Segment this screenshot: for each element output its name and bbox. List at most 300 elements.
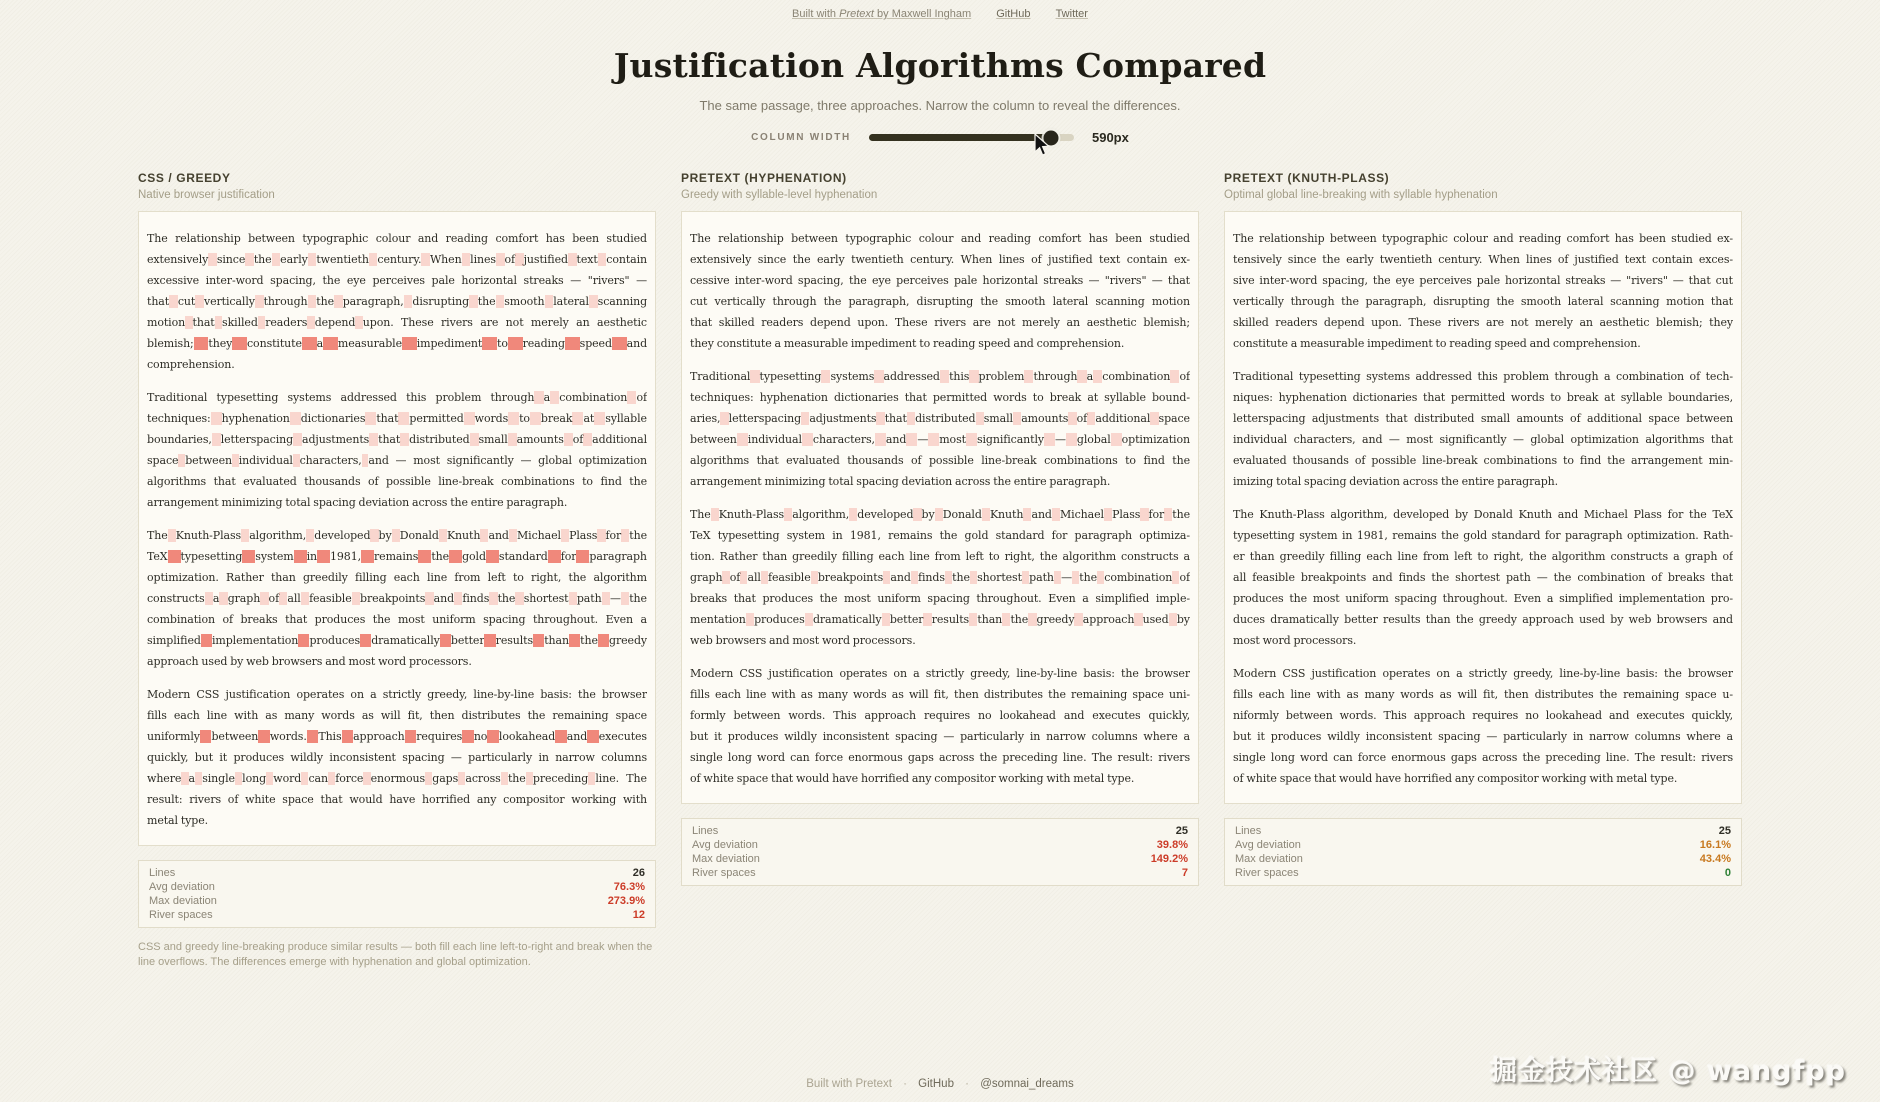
river-highlight bbox=[464, 412, 475, 425]
river-highlight bbox=[711, 508, 719, 521]
stat-label: Max deviation bbox=[692, 853, 760, 865]
river-highlight bbox=[449, 550, 462, 563]
stat-value: 76.3% bbox=[613, 881, 645, 893]
river-highlight bbox=[568, 253, 577, 266]
river-highlight bbox=[1134, 613, 1142, 626]
paragraph bbox=[1233, 504, 1733, 651]
river-highlight bbox=[195, 772, 202, 785]
text-line: TeX typesetting system in 1981, remains the gold standard for paragraph optimiza- bbox=[690, 529, 1190, 542]
stat-value: 12 bbox=[632, 909, 645, 921]
river-highlight bbox=[418, 550, 431, 563]
text-line: of white space that would have horrified any compositor working with metal type. bbox=[690, 772, 1135, 785]
stat-value: 0 bbox=[1724, 867, 1731, 879]
river-highlight bbox=[301, 772, 308, 785]
river-highlight bbox=[550, 391, 559, 404]
river-highlight bbox=[1077, 370, 1086, 383]
river-highlight bbox=[530, 412, 541, 425]
slider-thumb[interactable] bbox=[1044, 130, 1059, 145]
text-line: constructs a graph of all feasible breakpoints and finds the shortest path — the bbox=[147, 592, 647, 605]
river-highlight bbox=[583, 433, 592, 446]
river-highlight bbox=[1140, 508, 1148, 521]
river-highlight bbox=[486, 550, 499, 563]
paragraph bbox=[690, 366, 1190, 492]
footer-github-link[interactable]: GitHub bbox=[918, 1078, 954, 1090]
river-highlight bbox=[496, 253, 505, 266]
river-highlight bbox=[258, 316, 265, 329]
river-highlight bbox=[561, 529, 569, 542]
stats-row bbox=[1235, 866, 1731, 880]
river-highlight bbox=[232, 454, 239, 467]
river-highlight bbox=[621, 529, 629, 542]
river-highlight bbox=[307, 316, 314, 329]
river-highlight bbox=[290, 412, 301, 425]
text-line: The relationship between typographic colour and reading comfort has been studied bbox=[690, 232, 1190, 245]
stat-value: 43.4% bbox=[1699, 853, 1731, 865]
stats-row bbox=[692, 824, 1188, 838]
text-line: Modern CSS justification operates on a strictly greedy, line-by-line basis: the browser bbox=[1233, 667, 1733, 680]
text-line: The relationship between typographic colour and reading comfort has been studied ex- bbox=[1233, 232, 1733, 245]
river-highlight bbox=[750, 370, 759, 383]
river-highlight bbox=[255, 295, 264, 308]
river-highlight bbox=[526, 772, 533, 785]
text-line: motion that skilled readers depend upon. These rivers are not merely an aesthetic bbox=[147, 316, 647, 329]
column-header bbox=[138, 171, 656, 201]
stats-row bbox=[692, 838, 1188, 852]
column-header bbox=[681, 171, 1199, 201]
river-highlight bbox=[589, 295, 598, 308]
river-highlight bbox=[1172, 571, 1179, 584]
river-highlight bbox=[487, 730, 499, 743]
river-highlight bbox=[402, 337, 417, 350]
river-highlight bbox=[482, 337, 497, 350]
text-line: of white space that would have horrified any compositor working with metal type. bbox=[1233, 772, 1678, 785]
stats-panel bbox=[1224, 818, 1742, 886]
river-highlight bbox=[480, 529, 488, 542]
river-highlight bbox=[883, 571, 890, 584]
river-highlight bbox=[298, 634, 309, 647]
river-highlight bbox=[370, 529, 378, 542]
river-highlight bbox=[462, 253, 471, 266]
river-highlight bbox=[1093, 370, 1102, 383]
text-line: extensively since the early twentieth century. When lines of justified text contain bbox=[147, 253, 647, 266]
river-highlight bbox=[935, 508, 943, 521]
column-width-slider[interactable] bbox=[869, 134, 1074, 141]
river-highlight bbox=[801, 412, 809, 425]
river-highlight bbox=[969, 370, 978, 383]
stats-row bbox=[149, 866, 645, 880]
river-highlight bbox=[440, 634, 451, 647]
text-line: all feasible breakpoints and finds the shortest path — the combination of breaks that bbox=[1233, 571, 1733, 584]
river-highlight bbox=[1150, 412, 1158, 425]
river-highlight bbox=[545, 295, 554, 308]
river-highlight bbox=[740, 571, 747, 584]
river-highlight bbox=[572, 412, 583, 425]
river-highlight bbox=[200, 730, 212, 743]
text-line: arrangement minimizing total spacing deviation across the entire paragraph. bbox=[147, 496, 568, 509]
text-line: that skilled readers depend upon. These rivers are not merely an aesthetic blemish; bbox=[690, 316, 1190, 329]
paragraph bbox=[1233, 663, 1733, 789]
river-highlight bbox=[352, 592, 360, 605]
text-line: uniformly between words. This approach requires no lookahead and executes bbox=[147, 730, 647, 743]
river-highlight bbox=[515, 592, 523, 605]
stat-label: Avg deviation bbox=[692, 839, 758, 851]
river-highlight bbox=[508, 412, 519, 425]
stat-value: 149.2% bbox=[1150, 853, 1188, 865]
footer-separator-2: · bbox=[965, 1078, 970, 1090]
river-highlight bbox=[405, 730, 417, 743]
river-highlight bbox=[404, 295, 413, 308]
river-highlight bbox=[215, 316, 222, 329]
text-line: er than greedily filling each line from left to right, the algorithm constructs a graph of bbox=[1233, 550, 1733, 563]
text-line: letterspacing adjustments that distributed small amounts of additional space between bbox=[1233, 412, 1733, 425]
paragraph bbox=[690, 504, 1190, 651]
paragraph bbox=[147, 684, 647, 831]
paragraph bbox=[690, 663, 1190, 789]
text-line: metal type. bbox=[147, 814, 209, 827]
text-sample-card bbox=[681, 211, 1199, 804]
page-subtitle: The same passage, three approaches. Narrow the column to reveal the differences. bbox=[699, 98, 1181, 113]
river-highlight bbox=[307, 730, 319, 743]
footer-built-with: Built with Pretext bbox=[806, 1078, 892, 1090]
text-line: fills each line with as many words as will fit, then distributes the remaining space uni- bbox=[690, 688, 1190, 701]
column-width-label: COLUMN WIDTH bbox=[751, 132, 851, 143]
text-line: vertically through the paragraph, disrupting the smooth lateral scanning motion that bbox=[1233, 295, 1733, 308]
river-highlight bbox=[306, 529, 314, 542]
column-footnote: CSS and greedy line-breaking produce similar results — both fill each line left-to-right and break when the line overflows. The differences emerge with hyphenation and global optimization. bbox=[138, 941, 653, 968]
river-highlight bbox=[811, 571, 818, 584]
river-highlight bbox=[587, 730, 599, 743]
text-line: individual characters, and — most significantly — global optimization algorithms that bbox=[1233, 433, 1733, 446]
stat-value: 16.1% bbox=[1699, 839, 1731, 851]
text-sample-card bbox=[1224, 211, 1742, 804]
river-highlight bbox=[720, 412, 728, 425]
river-highlight bbox=[1097, 571, 1104, 584]
text-line: cessive inter-word spacing, the eye perceives pale horizontal streaks — "rivers" — that bbox=[690, 274, 1190, 287]
river-highlight bbox=[1044, 433, 1055, 446]
text-line: niques: hyphenation dictionaries that permitted words to break at syllable boundaries, bbox=[1233, 391, 1733, 404]
text-line: breaks that produces the most uniform spacing throughout. Even a simplified imple- bbox=[690, 592, 1190, 605]
text-line: TeX typesetting system in 1981, remains the gold standard for paragraph bbox=[147, 550, 647, 563]
stats-row bbox=[1235, 838, 1731, 852]
river-highlight bbox=[293, 454, 300, 467]
river-highlight bbox=[565, 337, 580, 350]
river-highlight bbox=[293, 433, 302, 446]
column-pretext-hyphenation bbox=[681, 171, 1199, 886]
paragraph bbox=[1233, 228, 1733, 354]
river-highlight bbox=[496, 295, 505, 308]
stat-label: Lines bbox=[692, 825, 719, 837]
river-highlight bbox=[211, 412, 222, 425]
river-highlight bbox=[334, 295, 343, 308]
river-highlight bbox=[597, 529, 605, 542]
river-highlight bbox=[548, 550, 561, 563]
river-highlight bbox=[875, 433, 886, 446]
river-highlight bbox=[181, 772, 188, 785]
watermark: 掘金技术社区 @ wangfpp bbox=[1490, 1056, 1846, 1087]
text-line: simplified implementation produces dramatically better results than the greedy bbox=[147, 634, 647, 647]
paragraph bbox=[147, 525, 647, 672]
river-highlight bbox=[392, 529, 400, 542]
text-line: between individual characters, and — most significantly — global optimization bbox=[690, 433, 1190, 446]
river-highlight bbox=[258, 730, 270, 743]
built-with-text: Built with bbox=[792, 8, 837, 20]
twitter-link[interactable]: Twitter bbox=[1055, 8, 1088, 20]
text-line: algorithms that evaluated thousands of possible line-break combinations to find the bbox=[690, 454, 1190, 467]
stats-row bbox=[149, 894, 645, 908]
stats-panel bbox=[681, 818, 1199, 886]
text-line: boundaries, letterspacing adjustments that distributed small amounts of additional bbox=[147, 433, 647, 446]
text-line: single long word can force enormous gaps across the preceding line. The result: rivers bbox=[1233, 751, 1733, 764]
river-highlight bbox=[178, 454, 185, 467]
river-highlight bbox=[362, 454, 369, 467]
stat-value: 25 bbox=[1175, 825, 1188, 837]
text-line: mentation produces dramatically better results than the greedy approach used by bbox=[690, 613, 1190, 626]
river-highlight bbox=[982, 508, 990, 521]
river-highlight bbox=[360, 634, 371, 647]
text-line: combination of breaks that produces the most uniform spacing throughout. Even a bbox=[147, 613, 647, 626]
river-highlight bbox=[241, 529, 249, 542]
river-highlight bbox=[1170, 370, 1179, 383]
river-highlight bbox=[874, 370, 883, 383]
stat-value: 273.9% bbox=[607, 895, 645, 907]
river-highlight bbox=[621, 592, 629, 605]
text-line: constitute a measurable impediment to reading speed and comprehension. bbox=[1233, 337, 1641, 350]
river-highlight bbox=[612, 337, 627, 350]
stat-label: Avg deviation bbox=[149, 881, 215, 893]
text-line: quickly, but it produces wildly inconsistent spacing — particularly in narrow columns bbox=[147, 751, 647, 764]
text-line: evaluated thousands of possible line-break combinations to find the arrangement min- bbox=[1233, 454, 1733, 467]
column-title: PRETEXT (KNUTH-PLASS) bbox=[1224, 171, 1390, 185]
text-line: extensively since the early twentieth century. When lines of justified text contain ex- bbox=[690, 253, 1190, 266]
river-highlight bbox=[784, 508, 792, 521]
river-highlight bbox=[323, 337, 338, 350]
river-highlight bbox=[194, 337, 209, 350]
river-highlight bbox=[627, 391, 636, 404]
stats-row bbox=[692, 866, 1188, 880]
text-line: optimization. Rather than greedily filling each line from left to right, the algorithm bbox=[147, 571, 647, 584]
stat-label: Max deviation bbox=[149, 895, 217, 907]
river-highlight bbox=[569, 634, 580, 647]
river-highlight bbox=[882, 613, 890, 626]
river-highlight bbox=[508, 337, 523, 350]
river-highlight bbox=[1052, 508, 1060, 521]
river-highlight bbox=[425, 772, 432, 785]
stat-value: 25 bbox=[1718, 825, 1731, 837]
river-highlight bbox=[1087, 412, 1095, 425]
river-highlight bbox=[906, 433, 917, 446]
top-nav bbox=[0, 0, 1880, 20]
river-highlight bbox=[940, 370, 949, 383]
footer-handle-link[interactable]: @somnai_dreams bbox=[980, 1078, 1074, 1090]
river-highlight bbox=[185, 316, 192, 329]
column-pretext-knuth-plass bbox=[1224, 171, 1742, 886]
text-line: aries, letterspacing adjustments that distributed small amounts of additional space bbox=[690, 412, 1190, 425]
stats-row bbox=[149, 880, 645, 894]
river-highlight bbox=[168, 550, 181, 563]
river-highlight bbox=[355, 316, 362, 329]
paragraph bbox=[1233, 366, 1733, 492]
paragraph bbox=[147, 228, 647, 375]
river-highlight bbox=[369, 433, 378, 446]
text-line: Traditional typesetting systems addressed this problem through a combination of bbox=[690, 370, 1190, 383]
river-highlight bbox=[260, 592, 268, 605]
text-line: Modern CSS justification operates on a strictly greedy, line-by-line basis: the browser bbox=[690, 667, 1190, 680]
text-line: Traditional typesetting systems addressed this problem through a combination of bbox=[147, 391, 647, 404]
text-line: Traditional typesetting systems addressed this problem through a combination of tech- bbox=[1233, 370, 1733, 383]
comparison-columns bbox=[138, 171, 1742, 970]
text-line: they constitute a measurable impediment to reading speed and comprehension. bbox=[690, 337, 1125, 350]
github-link[interactable]: GitHub bbox=[996, 8, 1031, 20]
river-highlight bbox=[913, 508, 921, 521]
river-highlight bbox=[266, 772, 273, 785]
river-highlight bbox=[328, 772, 335, 785]
river-highlight bbox=[911, 571, 918, 584]
river-highlight bbox=[361, 550, 374, 563]
river-highlight bbox=[169, 295, 178, 308]
river-highlight bbox=[1023, 508, 1031, 521]
built-with-link[interactable] bbox=[792, 8, 971, 20]
text-line: arrangement minimizing total spacing deviation across the entire paragraph. bbox=[690, 475, 1111, 488]
river-highlight bbox=[470, 433, 479, 446]
stat-label: River spaces bbox=[692, 867, 756, 879]
river-highlight bbox=[970, 571, 977, 584]
river-highlight bbox=[1111, 433, 1122, 446]
text-line: duces dramatically better results than the greedy approach used by web browsers and bbox=[1233, 613, 1733, 626]
river-highlight bbox=[458, 772, 465, 785]
paragraph bbox=[690, 228, 1190, 354]
river-highlight bbox=[1104, 508, 1112, 521]
column-header bbox=[1224, 171, 1742, 201]
text-line: web browsers and most word processors. bbox=[690, 634, 916, 647]
stat-label: Lines bbox=[1235, 825, 1262, 837]
text-line: graph of all feasible breakpoints and finds the shortest path — the combination of bbox=[690, 571, 1190, 584]
text-line: fills each line with as many words as will fit, then distributes the remaining space bbox=[147, 709, 647, 722]
river-highlight bbox=[976, 412, 984, 425]
river-highlight bbox=[489, 592, 497, 605]
river-highlight bbox=[302, 337, 317, 350]
river-highlight bbox=[722, 571, 729, 584]
text-line: The Knuth-Plass algorithm, developed by Donald Knuth and Michael Plass for the TeX bbox=[1233, 508, 1733, 521]
river-highlight bbox=[534, 391, 543, 404]
stat-label: Max deviation bbox=[1235, 853, 1303, 865]
river-highlight bbox=[208, 253, 217, 266]
text-line: The relationship between typographic colour and reading comfort has been studied bbox=[147, 232, 647, 245]
river-highlight bbox=[598, 253, 607, 266]
stat-label: Lines bbox=[149, 867, 176, 879]
column-subtitle: Optimal global line-breaking with syllable hyphenation bbox=[1224, 189, 1498, 201]
river-highlight bbox=[195, 295, 204, 308]
river-highlight bbox=[365, 412, 376, 425]
text-line: that cut vertically through the paragraph, disrupting the smooth lateral scanning bbox=[147, 295, 647, 308]
river-highlight bbox=[219, 592, 227, 605]
text-line: result: rivers of white space that would have horrified any compositor working with bbox=[147, 793, 647, 806]
text-line: sive inter-word spacing, the eye perceives pale horizontal streaks — "rivers" — that cut bbox=[1233, 274, 1733, 287]
river-highlight bbox=[301, 592, 309, 605]
river-highlight bbox=[308, 253, 317, 266]
column-width-value: 590px bbox=[1091, 130, 1129, 145]
text-line: where a single long word can force enormous gaps across the preceding line. The bbox=[147, 772, 647, 785]
stats-row bbox=[1235, 852, 1731, 866]
column-width-control bbox=[0, 130, 1880, 145]
river-highlight bbox=[1054, 571, 1061, 584]
river-highlight bbox=[242, 550, 255, 563]
text-line: The Knuth-Plass algorithm, developed by Donald Knuth and Michael Plass for the bbox=[690, 508, 1190, 521]
text-line: cut vertically through the paragraph, disrupting the smooth lateral scanning motion bbox=[690, 295, 1190, 308]
text-line: skilled readers depend upon. These rivers are not merely an aesthetic blemish; they bbox=[1233, 316, 1733, 329]
river-highlight bbox=[564, 433, 573, 446]
river-highlight bbox=[342, 730, 354, 743]
text-line: typesetting system in 1981, remains the gold standard for paragraph optimization. Rath- bbox=[1233, 529, 1733, 542]
river-highlight bbox=[598, 634, 609, 647]
river-highlight bbox=[317, 550, 330, 563]
river-highlight bbox=[454, 592, 462, 605]
river-highlight bbox=[821, 370, 830, 383]
river-highlight bbox=[462, 730, 474, 743]
river-highlight bbox=[876, 412, 884, 425]
river-highlight bbox=[1024, 370, 1033, 383]
text-line: but it produces wildly inconsistent spacing — particularly in narrow columns where a bbox=[690, 730, 1190, 743]
river-highlight bbox=[805, 613, 813, 626]
river-highlight bbox=[508, 433, 517, 446]
river-highlight bbox=[425, 592, 433, 605]
text-line: algorithms that evaluated thousands of possible line-break combinations to find the bbox=[147, 475, 647, 488]
text-line: formly between words. This approach requires no lookahead and executes quickly, bbox=[690, 709, 1190, 722]
river-highlight bbox=[602, 592, 610, 605]
paragraph bbox=[147, 387, 647, 513]
slider-fill bbox=[869, 134, 1051, 141]
river-highlight bbox=[308, 295, 317, 308]
river-highlight bbox=[245, 253, 254, 266]
text-line: blemish; they constitute a measurable impediment to reading speed and bbox=[147, 337, 647, 350]
text-line: fills each line with as many words as will fit, then distributes the remaining space u- bbox=[1233, 688, 1733, 701]
text-line: produces the most uniform spacing throughout. Even a simplified implementation pro- bbox=[1233, 592, 1733, 605]
text-line: tion. Rather than greedily filling each line from left to right, the algorithm constructs a bbox=[690, 550, 1190, 563]
brand-name: Pretext bbox=[839, 8, 874, 20]
text-line: The Knuth-Plass algorithm, developed by Donald Knuth and Michael Plass for the bbox=[147, 529, 647, 542]
river-highlight bbox=[555, 730, 567, 743]
column-css-greedy bbox=[138, 171, 656, 970]
stat-label: River spaces bbox=[1235, 867, 1299, 879]
text-line: comprehension. bbox=[147, 358, 235, 371]
river-highlight bbox=[201, 634, 212, 647]
river-highlight bbox=[439, 529, 447, 542]
river-highlight bbox=[398, 412, 409, 425]
text-sample-card bbox=[138, 211, 656, 846]
river-highlight bbox=[569, 592, 577, 605]
river-highlight bbox=[1169, 613, 1177, 626]
text-line: space between individual characters, and — most significantly — global optimization bbox=[147, 454, 647, 467]
river-highlight bbox=[907, 412, 915, 425]
river-highlight bbox=[509, 529, 517, 542]
river-highlight bbox=[1066, 433, 1077, 446]
river-highlight bbox=[294, 550, 307, 563]
river-highlight bbox=[279, 592, 287, 605]
river-highlight bbox=[923, 613, 931, 626]
text-line: approach used by web browsers and most word processors. bbox=[147, 655, 472, 668]
river-highlight bbox=[1028, 613, 1036, 626]
stat-value: 7 bbox=[1181, 867, 1188, 879]
footer-separator-1: · bbox=[903, 1078, 907, 1090]
stats-panel bbox=[138, 860, 656, 928]
river-highlight bbox=[272, 253, 281, 266]
river-highlight bbox=[205, 592, 213, 605]
stats-row bbox=[692, 852, 1188, 866]
river-highlight bbox=[737, 433, 748, 446]
text-line: niformly between words. This approach requires no lookahead and executes quickly, bbox=[1233, 709, 1733, 722]
river-highlight bbox=[363, 772, 370, 785]
river-highlight bbox=[576, 550, 589, 563]
river-highlight bbox=[1002, 613, 1010, 626]
